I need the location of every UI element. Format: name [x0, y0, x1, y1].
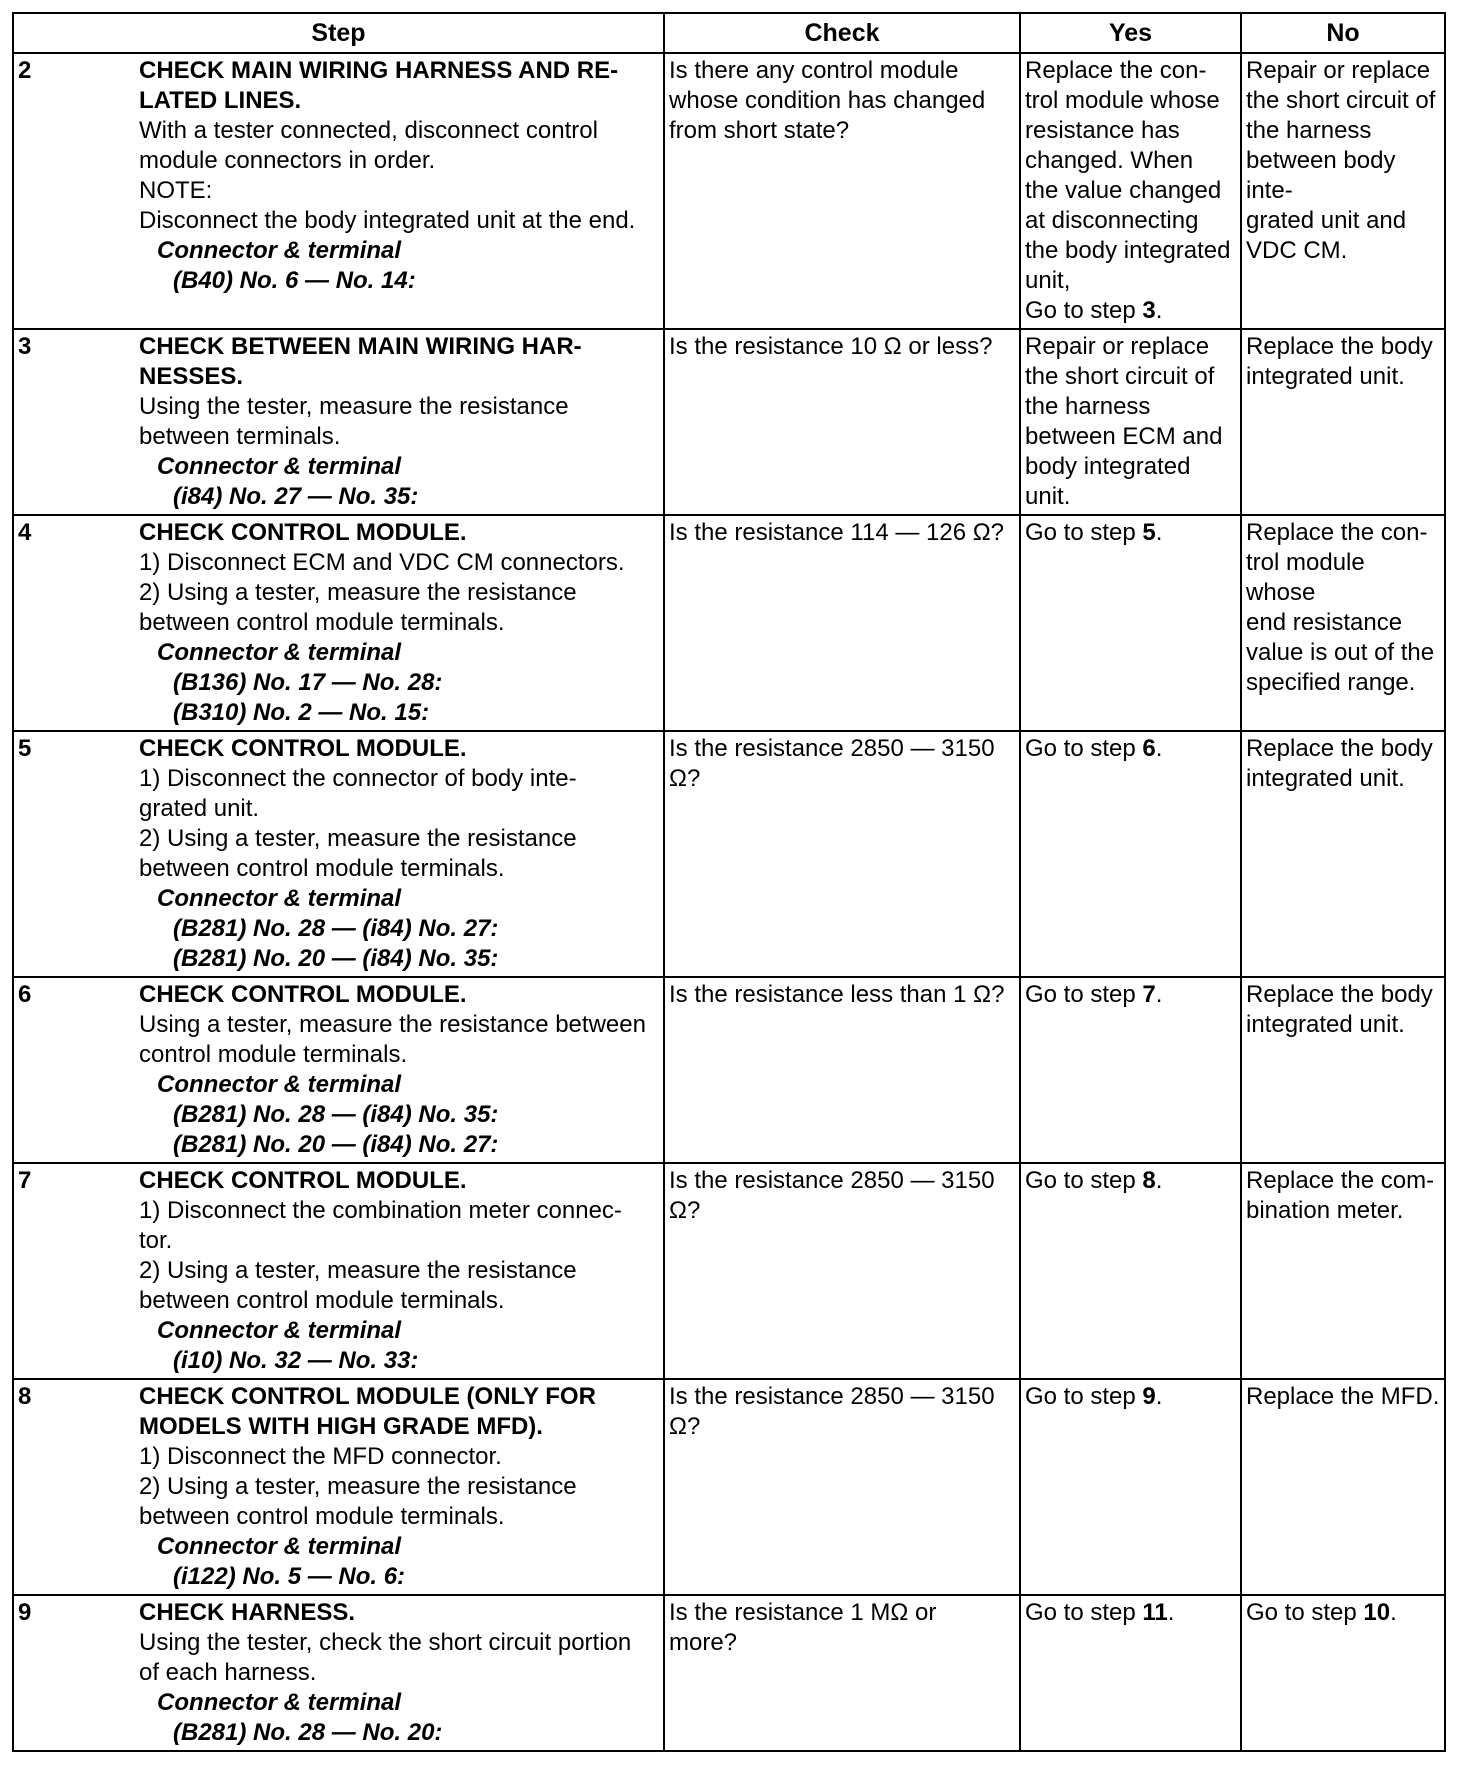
yes-goto-prefix: Go to step — [1025, 1383, 1143, 1410]
step-instruction-line: 2) Using a tester, measure the resistance — [139, 1473, 577, 1500]
connector-terminal-value: (B40) No. 6 — No. 14: — [173, 267, 416, 294]
yes-goto-prefix: Go to step — [1025, 1599, 1143, 1626]
connector-terminal-label: Connector & terminal — [157, 885, 402, 912]
no-line: Repair or replace — [1246, 57, 1431, 84]
yes-line: the harness — [1025, 393, 1151, 420]
no-cell — [1241, 329, 1445, 515]
step-cell — [13, 1163, 664, 1379]
step-instruction-line: With a tester connected, disconnect control — [139, 117, 598, 144]
yes-cell — [1020, 53, 1241, 329]
check-line: Is the resistance 2850 — 3150 — [669, 1167, 995, 1194]
table-row — [13, 1379, 1445, 1595]
step-instruction-line: 1) Disconnect ECM and VDC CM connectors. — [139, 549, 625, 576]
yes-goto-step-number: 3 — [1142, 297, 1156, 324]
step-instruction-line: 2) Using a tester, measure the resistance — [139, 1257, 577, 1284]
step-cell — [13, 329, 664, 515]
connector-terminal-value: (i84) No. 27 — No. 35: — [173, 483, 419, 510]
yes-goto-step-number: 7 — [1142, 981, 1156, 1008]
step-instruction-line: between control module terminals. — [139, 1287, 505, 1314]
no-line: the short circuit of — [1246, 87, 1436, 114]
step-title-line: CHECK CONTROL MODULE. — [139, 1167, 467, 1194]
yes-goto: Go to step 6. — [1025, 735, 1163, 762]
diagnostic-steps-table — [12, 12, 1446, 1752]
yes-line: changed. When — [1025, 147, 1194, 174]
yes-line: resistance has — [1025, 117, 1180, 144]
yes-line: unit, — [1025, 267, 1071, 294]
yes-cell — [1020, 1163, 1241, 1379]
yes-goto-step-number: 9 — [1142, 1383, 1156, 1410]
connector-terminal-label: Connector & terminal — [157, 1317, 402, 1344]
yes-goto: Go to step 9. — [1025, 1383, 1163, 1410]
step-cell — [13, 515, 664, 731]
no-line: Replace the body — [1246, 735, 1433, 762]
step-body — [139, 1598, 659, 1748]
yes-line: trol module whose — [1025, 87, 1220, 114]
no-line: VDC CM. — [1246, 237, 1348, 264]
header-no: No — [1241, 13, 1445, 53]
step-body — [139, 56, 659, 296]
check-line: Is the resistance 114 — 126 Ω? — [669, 519, 1005, 546]
check-line: from short state? — [669, 117, 850, 144]
step-body — [139, 1382, 659, 1592]
check-cell — [664, 1595, 1020, 1751]
yes-line: the short circuit of — [1025, 363, 1215, 390]
step-instruction-line: 1) Disconnect the MFD connector. — [139, 1443, 502, 1470]
no-cell — [1241, 977, 1445, 1163]
check-line: Is the resistance 2850 — 3150 — [669, 735, 995, 762]
step-body — [139, 980, 659, 1160]
step-instruction-line: 1) Disconnect the connector of body inte- — [139, 765, 577, 792]
step-number: 7 — [18, 1167, 32, 1194]
no-line: between body inte- — [1246, 147, 1396, 204]
table-row — [13, 329, 1445, 515]
no-line: integrated unit. — [1246, 765, 1405, 792]
no-line: Replace the con- — [1246, 519, 1428, 546]
connector-terminal-label: Connector & terminal — [157, 1071, 402, 1098]
step-instruction-line: 1) Disconnect the combination meter connec- — [139, 1197, 622, 1224]
step-cell — [13, 1379, 664, 1595]
step-instruction-line: control module terminals. — [139, 1041, 408, 1068]
table-row — [13, 1595, 1445, 1751]
table-row — [13, 53, 1445, 329]
yes-line: the value changed — [1025, 177, 1222, 204]
step-title-line: CHECK CONTROL MODULE. — [139, 981, 467, 1008]
yes-cell — [1020, 977, 1241, 1163]
yes-goto-prefix: Go to step — [1025, 297, 1143, 324]
no-goto: Go to step 10. — [1246, 1599, 1397, 1626]
header-step: Step — [13, 13, 664, 53]
check-cell — [664, 329, 1020, 515]
table-row — [13, 977, 1445, 1163]
step-instruction-line: grated unit. — [139, 795, 260, 822]
step-instruction-line: between control module terminals. — [139, 1503, 505, 1530]
connector-terminal-value: (B281) No. 28 — (i84) No. 27: — [173, 915, 499, 942]
yes-cell — [1020, 1379, 1241, 1595]
connector-terminal-value: (i10) No. 32 — No. 33: — [173, 1347, 419, 1374]
check-cell — [664, 53, 1020, 329]
check-line: Ω? — [669, 1197, 701, 1224]
check-line: Is there any control module — [669, 57, 959, 84]
yes-goto: Go to step 3. — [1025, 297, 1163, 324]
step-body — [139, 332, 659, 512]
yes-cell — [1020, 731, 1241, 977]
step-body — [139, 1166, 659, 1376]
yes-goto-prefix: Go to step — [1025, 1167, 1143, 1194]
step-instruction-line: of each harness. — [139, 1659, 317, 1686]
yes-goto: Go to step 11. — [1025, 1599, 1175, 1626]
yes-line: unit. — [1025, 483, 1071, 510]
table-row — [13, 1163, 1445, 1379]
yes-goto-step-number: 11 — [1142, 1599, 1168, 1626]
yes-line: Replace the con- — [1025, 57, 1207, 84]
check-line: Is the resistance 2850 — 3150 — [669, 1383, 995, 1410]
no-line: integrated unit. — [1246, 1011, 1405, 1038]
yes-goto-step-number: 8 — [1142, 1167, 1156, 1194]
step-number: 6 — [18, 981, 32, 1008]
yes-line: at disconnecting — [1025, 207, 1199, 234]
check-line: Ω? — [669, 1413, 701, 1440]
connector-terminal-value: (B281) No. 20 — (i84) No. 35: — [173, 945, 499, 972]
yes-line: Repair or replace — [1025, 333, 1210, 360]
no-cell — [1241, 53, 1445, 329]
connector-terminal-label: Connector & terminal — [157, 639, 402, 666]
step-instruction-line: between terminals. — [139, 423, 341, 450]
no-line: grated unit and — [1246, 207, 1407, 234]
no-cell — [1241, 1163, 1445, 1379]
yes-cell — [1020, 1595, 1241, 1751]
yes-goto-prefix: Go to step — [1025, 519, 1143, 546]
step-number: 5 — [18, 735, 32, 762]
connector-terminal-value: (B281) No. 28 — No. 20: — [173, 1719, 443, 1746]
no-goto-prefix: Go to step — [1246, 1599, 1364, 1626]
step-instruction-line: 2) Using a tester, measure the resistance — [139, 579, 577, 606]
yes-goto-step-number: 6 — [1142, 735, 1156, 762]
no-line: Replace the body — [1246, 981, 1433, 1008]
step-title-line: CHECK CONTROL MODULE. — [139, 735, 467, 762]
step-instruction-line: Using a tester, measure the resistance between — [139, 1011, 646, 1038]
check-cell — [664, 1163, 1020, 1379]
no-cell — [1241, 1595, 1445, 1751]
table-body — [13, 53, 1445, 1751]
step-number: 8 — [18, 1383, 32, 1410]
step-cell — [13, 53, 664, 329]
step-instruction-line: between control module terminals. — [139, 609, 505, 636]
yes-goto: Go to step 5. — [1025, 519, 1163, 546]
step-title-line: CHECK BETWEEN MAIN WIRING HAR- — [139, 333, 582, 360]
check-line: Is the resistance 10 Ω or less? — [669, 333, 993, 360]
no-cell — [1241, 1379, 1445, 1595]
step-instruction-line: NOTE: — [139, 177, 213, 204]
yes-goto: Go to step 8. — [1025, 1167, 1163, 1194]
yes-goto: Go to step 7. — [1025, 981, 1163, 1008]
step-number: 3 — [18, 333, 32, 360]
step-number: 2 — [18, 57, 32, 84]
connector-terminal-label: Connector & terminal — [157, 237, 402, 264]
step-number: 9 — [18, 1599, 32, 1626]
no-cell — [1241, 731, 1445, 977]
check-line: Is the resistance less than 1 Ω? — [669, 981, 1005, 1008]
no-line: trol module whose — [1246, 549, 1365, 606]
step-instruction-line: 2) Using a tester, measure the resistance — [139, 825, 577, 852]
step-instruction-line: tor. — [139, 1227, 173, 1254]
no-line: Replace the MFD. — [1246, 1383, 1440, 1410]
step-cell — [13, 731, 664, 977]
yes-line: the body integrated — [1025, 237, 1231, 264]
yes-goto-prefix: Go to step — [1025, 735, 1143, 762]
step-cell — [13, 1595, 664, 1751]
table-row — [13, 515, 1445, 731]
connector-terminal-value: (B136) No. 17 — No. 28: — [173, 669, 443, 696]
step-title-line: LATED LINES. — [139, 87, 302, 114]
yes-goto-step-number: 5 — [1142, 519, 1156, 546]
no-line: bination meter. — [1246, 1197, 1404, 1224]
yes-goto-prefix: Go to step — [1025, 981, 1143, 1008]
check-cell — [664, 977, 1020, 1163]
yes-line: body integrated — [1025, 453, 1191, 480]
check-line: Ω? — [669, 765, 701, 792]
no-line: the harness — [1246, 117, 1372, 144]
yes-cell — [1020, 515, 1241, 731]
check-cell — [664, 515, 1020, 731]
no-line: integrated unit. — [1246, 363, 1405, 390]
step-instruction-line: Using the tester, check the short circuit portion — [139, 1629, 632, 1656]
step-title-line: NESSES. — [139, 363, 244, 390]
check-cell — [664, 731, 1020, 977]
step-number: 4 — [18, 519, 32, 546]
check-line: more? — [669, 1629, 738, 1656]
table-row — [13, 731, 1445, 977]
step-cell — [13, 977, 664, 1163]
connector-terminal-label: Connector & terminal — [157, 453, 402, 480]
yes-cell — [1020, 329, 1241, 515]
step-title-line: CHECK MAIN WIRING HARNESS AND RE- — [139, 57, 619, 84]
connector-terminal-label: Connector & terminal — [157, 1533, 402, 1560]
no-line: end resistance — [1246, 609, 1403, 636]
no-line: specified range. — [1246, 669, 1416, 696]
no-cell — [1241, 515, 1445, 731]
check-line: whose condition has changed — [669, 87, 986, 114]
no-line: Replace the com- — [1246, 1167, 1435, 1194]
diagnostic-table-sheet — [12, 12, 1468, 1752]
step-instruction-line: module connectors in order. — [139, 147, 436, 174]
check-cell — [664, 1379, 1020, 1595]
step-title-line: CHECK CONTROL MODULE (ONLY FOR — [139, 1383, 596, 1410]
yes-line: between ECM and — [1025, 423, 1223, 450]
no-line: value is out of the — [1246, 639, 1435, 666]
connector-terminal-value: (i122) No. 5 — No. 6: — [173, 1563, 406, 1590]
check-line: Is the resistance 1 MΩ or — [669, 1599, 937, 1626]
connector-terminal-value: (B281) No. 20 — (i84) No. 27: — [173, 1131, 499, 1158]
step-body — [139, 518, 659, 728]
connector-terminal-value: (B281) No. 28 — (i84) No. 35: — [173, 1101, 499, 1128]
step-instruction-line: Using the tester, measure the resistance — [139, 393, 569, 420]
no-line: Replace the body — [1246, 333, 1433, 360]
step-body — [139, 734, 659, 974]
header-row — [13, 13, 1445, 53]
step-title-line: MODELS WITH HIGH GRADE MFD). — [139, 1413, 543, 1440]
no-goto-step-number: 10 — [1363, 1599, 1391, 1626]
header-check: Check — [664, 13, 1020, 53]
header-yes: Yes — [1020, 13, 1241, 53]
connector-terminal-value: (B310) No. 2 — No. 15: — [173, 699, 430, 726]
connector-terminal-label: Connector & terminal — [157, 1689, 402, 1716]
step-instruction-line: between control module terminals. — [139, 855, 505, 882]
step-instruction-line: Disconnect the body integrated unit at the end. — [139, 207, 636, 234]
step-title-line: CHECK HARNESS. — [139, 1599, 356, 1626]
step-title-line: CHECK CONTROL MODULE. — [139, 519, 467, 546]
